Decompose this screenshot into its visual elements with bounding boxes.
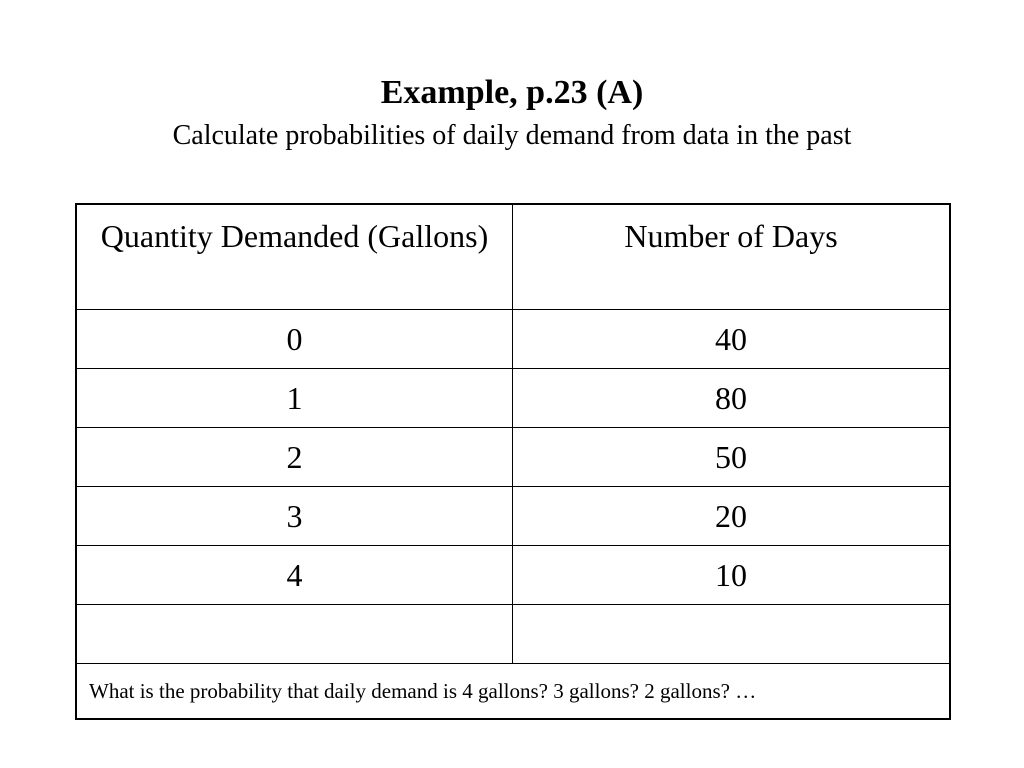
days-cell: 10 <box>513 546 950 605</box>
quantity-cell: 1 <box>77 369 513 428</box>
header-number-of-days: Number of Days <box>513 205 950 310</box>
table-row <box>77 310 950 369</box>
days-cell: 40 <box>513 310 950 369</box>
table-row <box>77 546 950 605</box>
slide-title: Example, p.23 (A) <box>380 74 644 111</box>
empty-days-cell <box>513 605 950 664</box>
quantity-cell: 3 <box>77 487 513 546</box>
days-cell: 50 <box>513 428 950 487</box>
table-header-row <box>77 205 950 310</box>
table-row <box>77 369 950 428</box>
days-cell: 20 <box>513 487 950 546</box>
demand-table <box>76 204 950 719</box>
question-note: What is the probability that daily demand is 4 gallons? 3 gallons? 2 gallons? … <box>77 664 950 719</box>
table-row <box>77 428 950 487</box>
slide-subtitle: Calculate probabilities of daily demand from data in the past <box>172 120 852 151</box>
days-cell: 80 <box>513 369 950 428</box>
header-quantity-demanded: Quantity Demanded (Gallons) <box>77 205 513 310</box>
empty-table-row <box>77 605 950 664</box>
quantity-cell: 2 <box>77 428 513 487</box>
quantity-cell: 0 <box>77 310 513 369</box>
table-row <box>77 487 950 546</box>
note-row <box>77 664 950 719</box>
quantity-cell: 4 <box>77 546 513 605</box>
empty-quantity-cell <box>77 605 513 664</box>
